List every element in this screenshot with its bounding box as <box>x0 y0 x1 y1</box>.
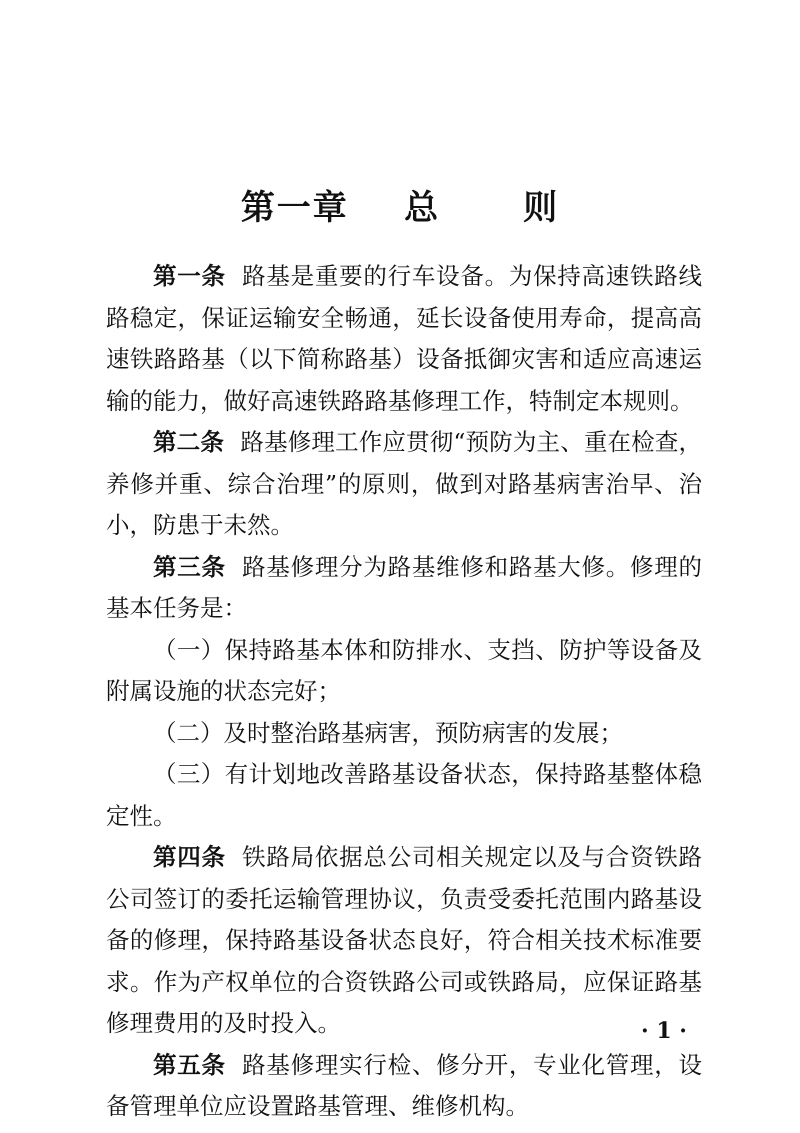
article-text: 路基修理实行检、修分开，专业化管理，设备管理单位应设置路基管理、维修机构。 <box>106 1050 703 1120</box>
article-5-paragraph <box>106 1045 702 1128</box>
list-item-2 <box>106 713 702 755</box>
body-text <box>106 256 702 1128</box>
article-number: 第一条 <box>153 262 226 290</box>
article-number: 第三条 <box>153 552 226 581</box>
article-number: 第二条 <box>153 428 224 456</box>
article-3-paragraph <box>106 547 702 630</box>
article-text: 路基修理工作应贯彻“预防为主、重在检查，养修并重、综合治理”的原则，做到对路基病害治早、治小，防患于未然。 <box>106 428 702 539</box>
list-item-text: （三）有计划地改善路基设备状态，保持路基整体稳定性。 <box>106 760 702 830</box>
chapter-title: 第一章 总 则 <box>240 188 560 228</box>
article-number: 第四条 <box>153 843 226 871</box>
article-text: 路基修理分为路基维修和路基大修。修理的基本任务是： <box>106 552 703 622</box>
article-4-paragraph <box>106 837 702 1045</box>
list-item-text: （二）及时整治路基病害，预防病害的发展； <box>153 718 623 747</box>
article-text: 铁路局依据总公司相关规定以及与合资铁路公司签订的委托运输管理协议，负责受委托范围内路基设备的修理，保持路基设备状态良好，符合相关技术标准要求。作为产权单位的合资铁路公司或铁路局，应保证路基修理费用的及时投入。 <box>106 843 703 1037</box>
list-item-1 <box>106 630 702 713</box>
list-item-3 <box>106 754 702 837</box>
article-text: 路基是重要的行车设备。为保持高速铁路线路稳定，保证运输安全畅通，延长设备使用寿命，提高高速铁路路基（以下简称路基）设备抵御灾害和适应高速运输的能力，做好高速铁路路基修理工作，特制定本规则。 <box>106 262 703 415</box>
page-number: · 1 · <box>641 1018 687 1044</box>
list-item-text: （一）保持路基本体和防排水、支挡、防护等设备及附属设施的状态完好； <box>106 635 702 705</box>
article-1-paragraph <box>106 256 702 422</box>
article-number: 第五条 <box>153 1050 226 1079</box>
article-2-paragraph <box>106 422 702 547</box>
